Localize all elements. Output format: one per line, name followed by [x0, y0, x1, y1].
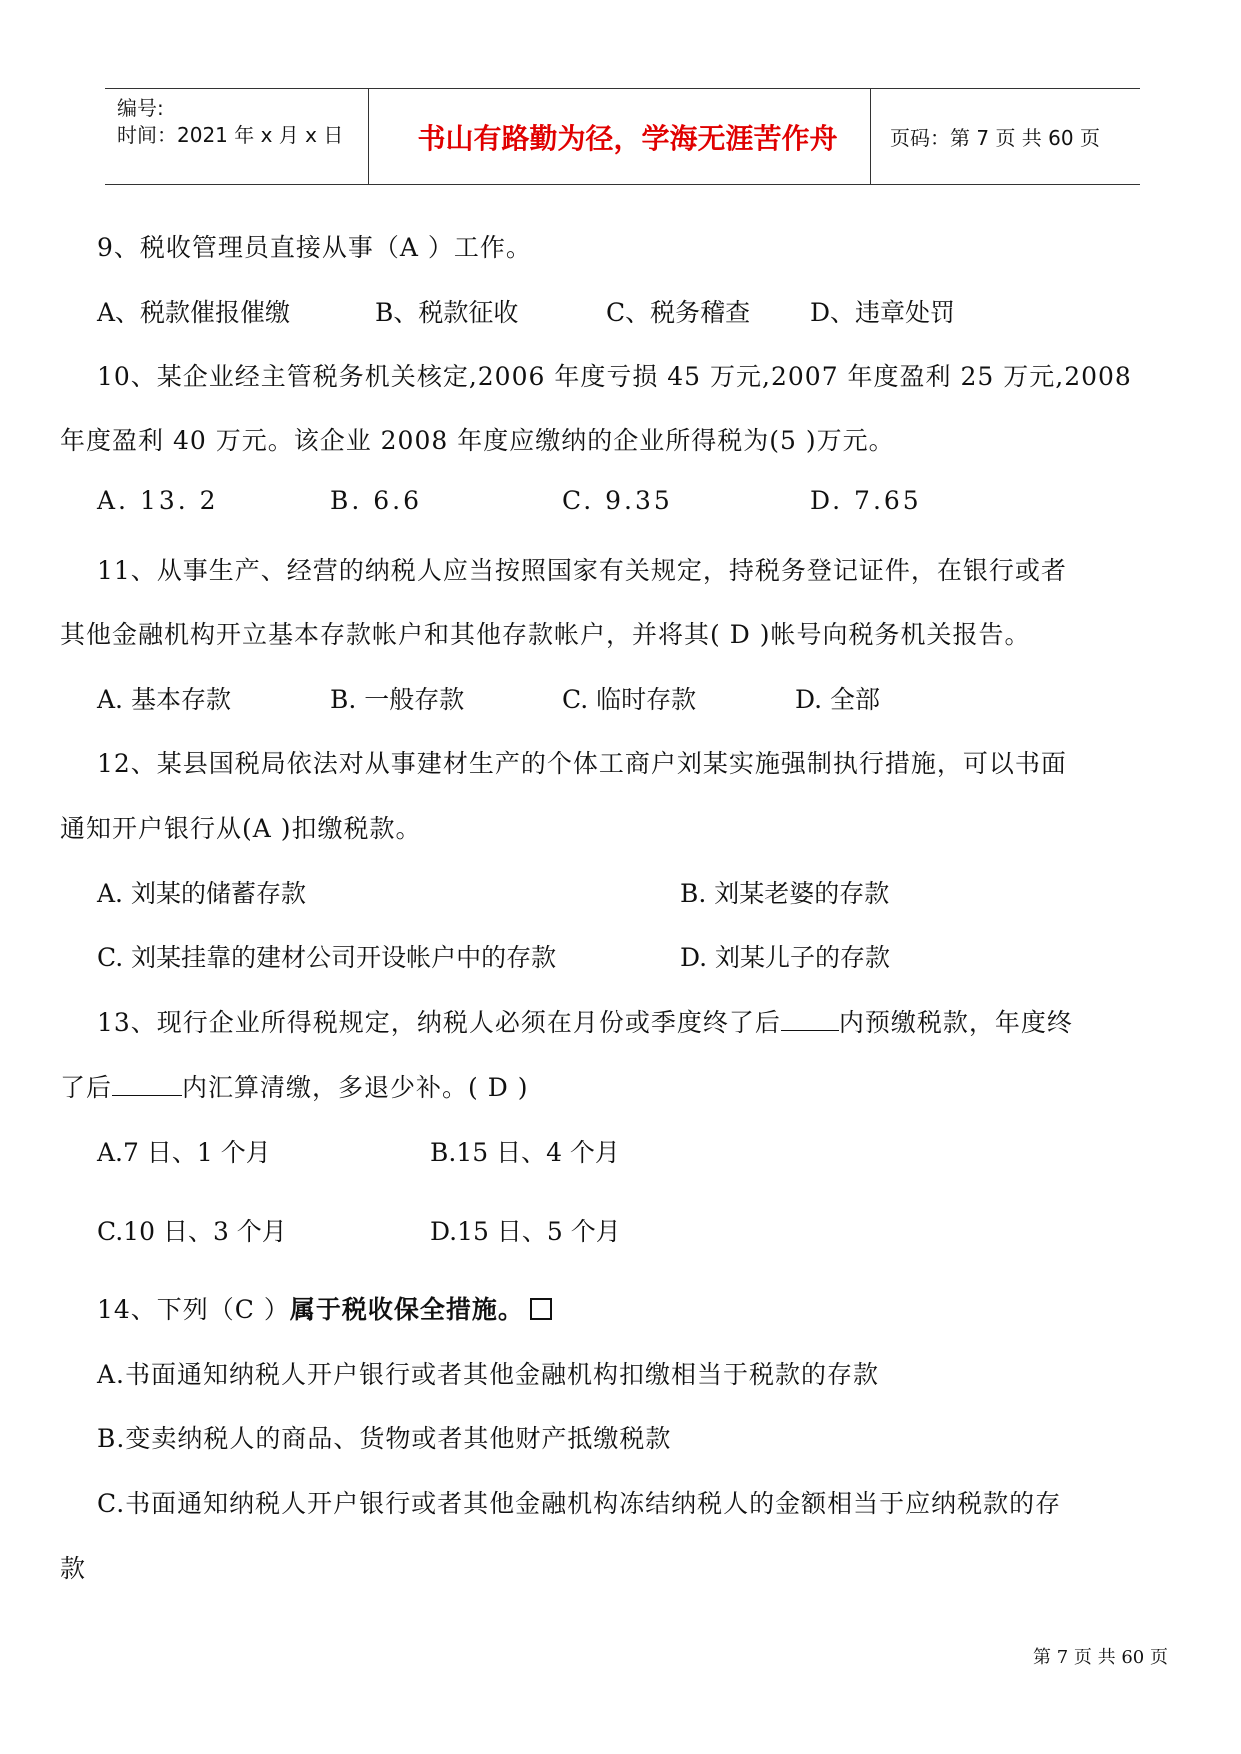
q11-option-d: D. 全部: [795, 685, 881, 714]
q12-option-a: A. 刘某的储蓄存款: [97, 879, 306, 908]
q14-option-a: A.书面通知纳税人开户银行或者其他金融机构扣缴相当于税款的存款: [97, 1360, 880, 1389]
question-12-stem-line2: 通知开户银行从(A )扣缴税款。: [60, 814, 422, 843]
q14-stem-bold: 属于税收保全措施。: [289, 1295, 524, 1324]
question-13-stem-line1: [97, 1003, 1073, 1039]
question-14-stem: [97, 1290, 552, 1326]
q10-option-c: C. 9.35: [562, 486, 673, 515]
header-page-label: 页码：第 7 页 共 60 页: [890, 126, 1100, 150]
q14-option-b: B.变卖纳税人的商品、货物或者其他财产抵缴税款: [97, 1424, 672, 1453]
q13-option-d: D.15 日、5 个月: [430, 1217, 621, 1246]
checkbox-icon: [530, 1298, 552, 1320]
q9-option-b: B、税款征收: [375, 298, 519, 327]
q10-option-d: D. 7.65: [810, 486, 922, 515]
q10-option-b: B. 6.6: [330, 486, 423, 515]
q12-option-c: C. 刘某挂靠的建材公司开设帐户中的存款: [97, 943, 557, 972]
q13-stem-part: 内汇算清缴，多退少补。( D ): [182, 1073, 529, 1102]
question-12-stem-line1: 12、某县国税局依法对从事建材生产的个体工商户刘某实施强制执行措施，可以书面: [97, 749, 1067, 778]
q11-option-b: B. 一般存款: [330, 685, 465, 714]
q13-option-b: B.15 日、4 个月: [430, 1138, 620, 1167]
q14-stem-part: 14、下列（C ）: [97, 1295, 290, 1324]
answer-blank: [781, 1008, 839, 1031]
header-meta: [117, 95, 343, 149]
question-13-stem-line2: [60, 1068, 528, 1104]
question-10-stem-line1: 10、某企业经主管税务机关核定,2006 年度亏损 45 万元,2007 年度盈利 25 万元,2008: [97, 362, 1132, 391]
question-9-stem: 9、税收管理员直接从事（A ）工作。: [97, 233, 532, 262]
page-header: [105, 88, 1140, 185]
q10-option-a: A. 13. 2: [97, 486, 219, 515]
q9-option-a: A、税款催报催缴: [97, 298, 291, 327]
q13-stem-part: 13、现行企业所得税规定，纳税人必须在月份或季度终了后: [97, 1008, 781, 1037]
q12-option-d: D. 刘某儿子的存款: [680, 943, 891, 972]
number-label: 编号:: [117, 96, 164, 120]
q13-option-c: C.10 日、3 个月: [97, 1217, 287, 1246]
q14-option-c-continued: 款: [60, 1554, 87, 1583]
q12-option-b: B. 刘某老婆的存款: [680, 879, 890, 908]
page-footer: 第 7 页 共 60 页: [1033, 1647, 1168, 1668]
q11-option-a: A. 基本存款: [97, 685, 231, 714]
answer-blank: [112, 1073, 182, 1096]
question-11-stem-line1: 11、从事生产、经营的纳税人应当按照国家有关规定，持税务登记证件，在银行或者: [97, 556, 1067, 585]
q13-stem-part: 了后: [60, 1073, 113, 1102]
question-10-stem-line2: 年度盈利 40 万元。该企业 2008 年度应缴纳的企业所得税为(5 )万元。: [60, 426, 895, 455]
header-motto: 书山有路勤为径，学海无涯苦作舟: [417, 121, 838, 155]
question-11-stem-line2: 其他金融机构开立基本存款帐户和其他存款帐户，并将其( D )帐号向税务机关报告。: [60, 620, 1031, 649]
header-divider: [368, 89, 369, 184]
q13-stem-part: 内预缴税款，年度终: [838, 1008, 1073, 1037]
q11-option-c: C. 临时存款: [562, 685, 697, 714]
q14-option-c: C.书面通知纳税人开户银行或者其他金融机构冻结纳税人的金额相当于应纳税款的存: [97, 1489, 1062, 1518]
q13-option-a: A.7 日、1 个月: [97, 1138, 271, 1167]
q9-option-d: D、违章处罚: [810, 298, 956, 327]
time-label: 时间：2021 年 x 月 x 日: [117, 123, 344, 147]
q9-option-c: C、税务稽查: [606, 298, 751, 327]
